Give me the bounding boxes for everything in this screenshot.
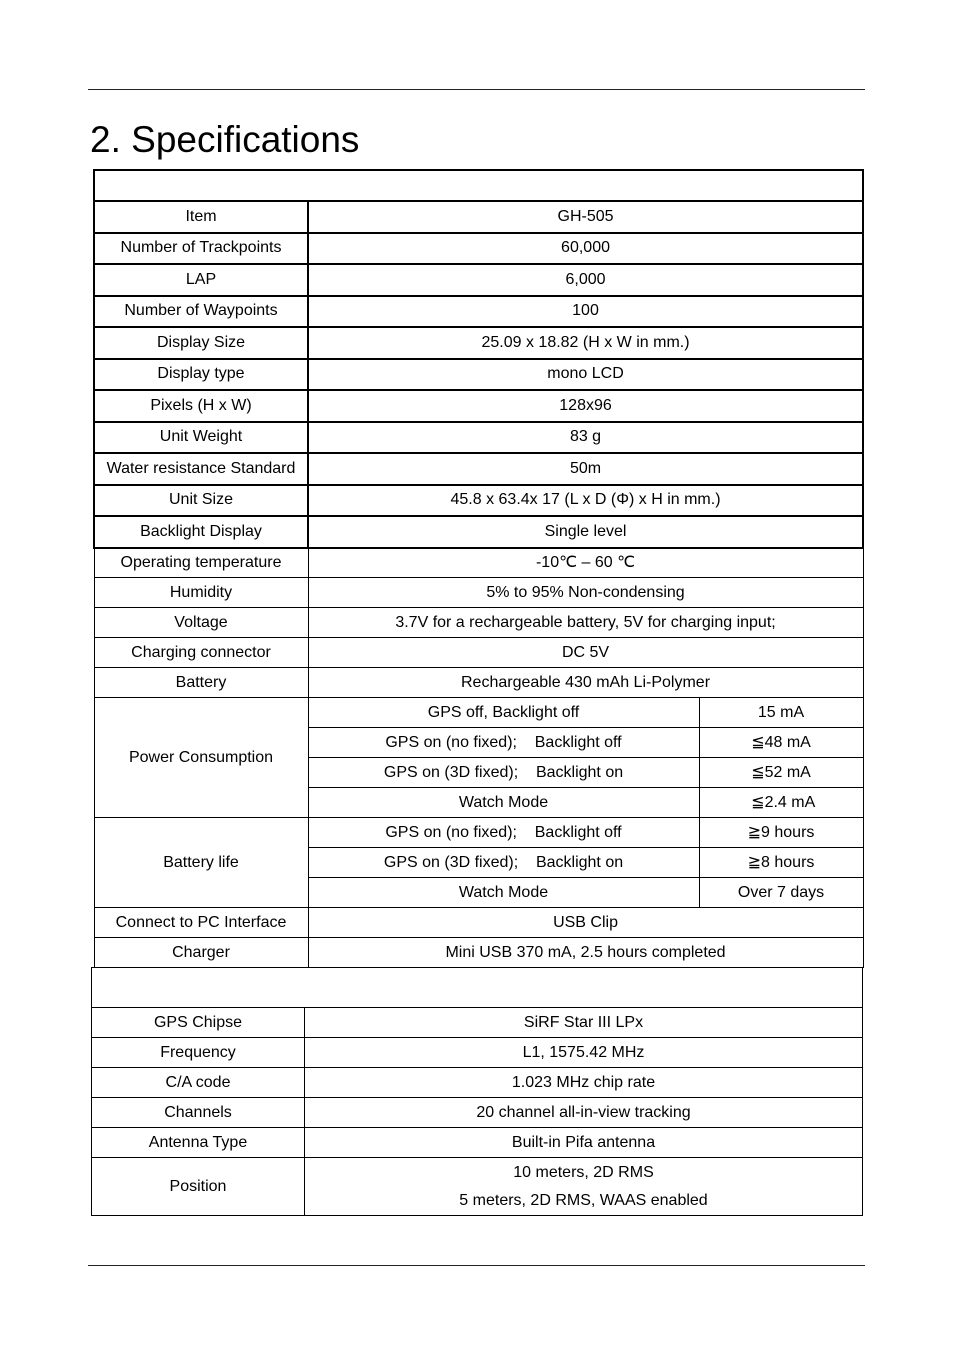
section-header-row [92, 968, 863, 1008]
spec-value: 3.7V for a rechargeable battery, 5V for charging input; [308, 608, 863, 638]
gps-spec-table-body [92, 968, 863, 1216]
spec-value: 5% to 95% Non-condensing [308, 578, 863, 608]
spec-label: Voltage [94, 608, 308, 638]
spec-condition: Watch Mode [308, 788, 699, 818]
spec-label: Battery [94, 668, 308, 698]
spec-value: 15 mA [699, 698, 863, 728]
spec-label: GPS Chipse [92, 1008, 305, 1038]
spec-subrow [94, 818, 863, 848]
spec-label: Antenna Type [92, 1128, 305, 1158]
spec-value: 25.09 x 18.82 (H x W in mm.) [308, 327, 863, 359]
spec-row [94, 296, 863, 328]
spec-row [94, 638, 863, 668]
spec-subrow [94, 698, 863, 728]
spec-label: Charger [94, 938, 308, 968]
spec-value: 1.023 MHz chip rate [305, 1068, 863, 1098]
footer-rule [88, 1265, 865, 1266]
spec-value: 45.8 x 63.4x 17 (L x D (Φ) x H in mm.) [308, 485, 863, 517]
spec-row [94, 548, 863, 578]
spec-row [94, 390, 863, 422]
spec-row [94, 908, 863, 938]
spec-row [94, 359, 863, 391]
spec-label: LAP [94, 264, 308, 296]
spec-row [94, 608, 863, 638]
spec-row [94, 668, 863, 698]
spec-value: -10℃ – 60 ℃ [308, 548, 863, 578]
spec-value: 128x96 [308, 390, 863, 422]
spec-condition: GPS on (no fixed); Backlight off [308, 728, 699, 758]
spec-label: Number of Trackpoints [94, 233, 308, 265]
spec-value-line: 5 meters, 2D RMS, WAAS enabled [459, 1191, 708, 1209]
spec-row [94, 327, 863, 359]
spec-condition: GPS on (no fixed); Backlight off [308, 818, 699, 848]
spec-row [92, 1098, 863, 1128]
spec-label: Water resistance Standard [94, 453, 308, 485]
spec-value: ≧8 hours [699, 848, 863, 878]
spec-label: Pixels (H x W) [94, 390, 308, 422]
spec-row [94, 453, 863, 485]
spec-value: L1, 1575.42 MHz [305, 1038, 863, 1068]
general-spec-table-body [94, 170, 863, 968]
spec-value: DC 5V [308, 638, 863, 668]
spec-label: Display type [94, 359, 308, 391]
section-header-row [94, 170, 863, 201]
spec-condition: Watch Mode [308, 878, 699, 908]
spec-label: Charging connector [94, 638, 308, 668]
spec-label: Unit Size [94, 485, 308, 517]
spec-value: 100 [308, 296, 863, 328]
spec-label: Position [92, 1158, 305, 1216]
spec-label: Operating temperature [94, 548, 308, 578]
spec-value: 60,000 [308, 233, 863, 265]
spec-label: Frequency [92, 1038, 305, 1068]
spec-row [94, 201, 863, 233]
spec-value-line: 10 meters, 2D RMS [513, 1163, 654, 1181]
spec-value: ≦2.4 mA [699, 788, 863, 818]
spec-label: Connect to PC Interface [94, 908, 308, 938]
spec-label: Humidity [94, 578, 308, 608]
spec-condition: GPS off, Backlight off [308, 698, 699, 728]
spec-value: ≦48 mA [699, 728, 863, 758]
spec-label: Power Consumption [94, 698, 308, 818]
spec-row [94, 938, 863, 968]
spec-value: SiRF Star III LPx [305, 1008, 863, 1038]
spec-value: 6,000 [308, 264, 863, 296]
spec-label: Display Size [94, 327, 308, 359]
spec-condition: GPS on (3D fixed); Backlight on [308, 848, 699, 878]
spec-value: ≦52 mA [699, 758, 863, 788]
spec-row [94, 578, 863, 608]
spec-label: C/A code [92, 1068, 305, 1098]
spec-row [94, 264, 863, 296]
section-header-cell [94, 170, 863, 201]
spec-row [92, 1038, 863, 1068]
spec-value: mono LCD [308, 359, 863, 391]
page-title: 2. Specifications [90, 119, 360, 160]
spec-value: Single level [308, 516, 863, 548]
spec-label: Channels [92, 1098, 305, 1128]
spec-value: 83 g [308, 422, 863, 454]
spec-row [92, 1128, 863, 1158]
spec-row [92, 1008, 863, 1038]
spec-row [94, 422, 863, 454]
spec-row [94, 516, 863, 548]
spec-label: Unit Weight [94, 422, 308, 454]
spec-value: USB Clip [308, 908, 863, 938]
spec-label: Number of Waypoints [94, 296, 308, 328]
spec-row [94, 485, 863, 517]
spec-value: 50m [308, 453, 863, 485]
spec-value: 20 channel all-in-view tracking [305, 1098, 863, 1128]
spec-value: Rechargeable 430 mAh Li-Polymer [308, 668, 863, 698]
section-header-cell [92, 968, 863, 1008]
spec-label: Backlight Display [94, 516, 308, 548]
spec-row [92, 1068, 863, 1098]
spec-value: Mini USB 370 mA, 2.5 hours completed [308, 938, 863, 968]
gps-spec-table [91, 967, 863, 1216]
header-rule [88, 89, 865, 90]
general-spec-table [93, 169, 864, 968]
spec-value: GH-505 [308, 201, 863, 233]
spec-value: Built-in Pifa antenna [305, 1128, 863, 1158]
spec-value: ≧9 hours [699, 818, 863, 848]
spec-value: Over 7 days [699, 878, 863, 908]
spec-row [92, 1158, 863, 1216]
spec-condition: GPS on (3D fixed); Backlight on [308, 758, 699, 788]
spec-label: Battery life [94, 818, 308, 908]
spec-value [305, 1158, 863, 1216]
spec-row [94, 233, 863, 265]
spec-label: Item [94, 201, 308, 233]
